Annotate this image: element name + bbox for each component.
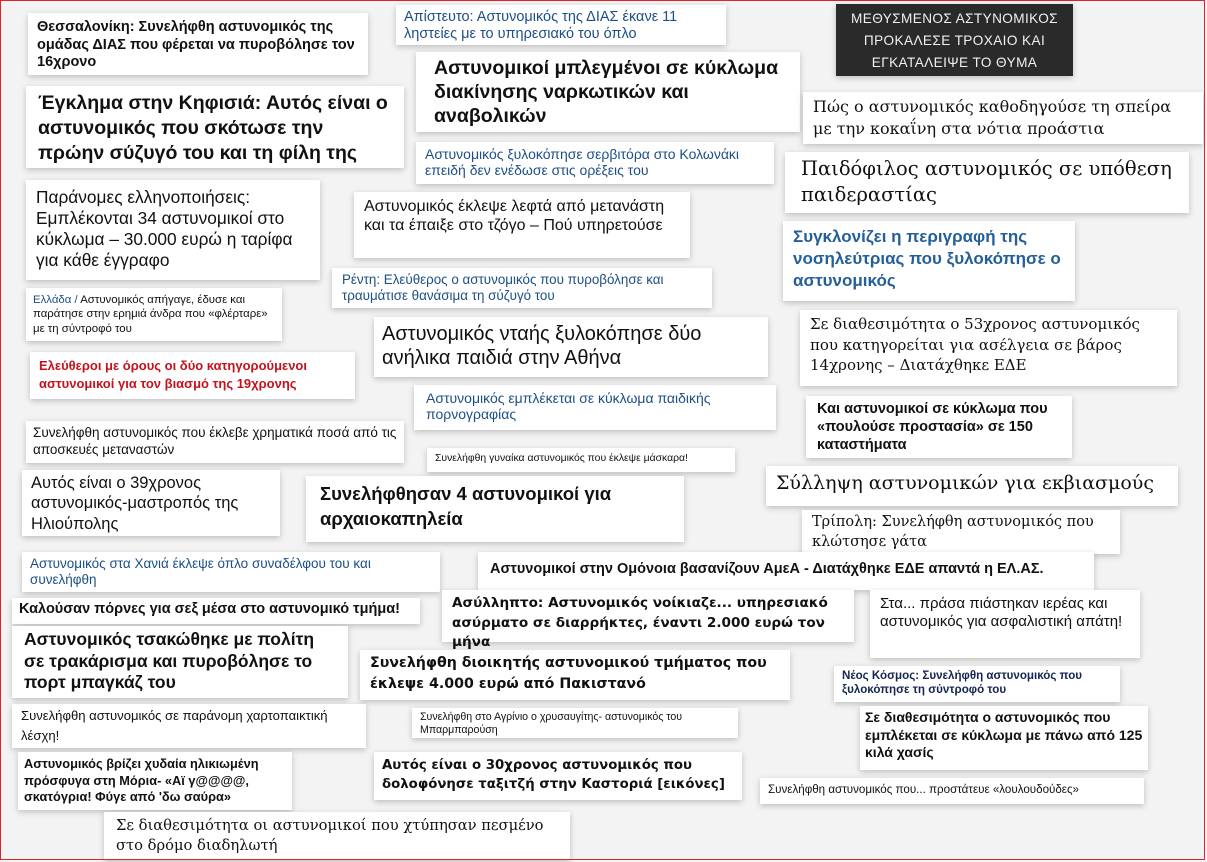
headline-text: Συνελήφθη αστυνομικός που ξυλοκόπησε τη σύντροφό του	[842, 669, 1083, 696]
headline-text: Καλούσαν πόρνες για σεξ μέσα στο αστυνομικό τμήμα!	[19, 601, 400, 617]
headline-text: Αστυνομικός εμπλέκεται σε κύκλωμα παιδικής πορνογραφίας	[426, 390, 711, 423]
headline-card	[12, 626, 348, 698]
headline-text: Παράνομες ελληνοποιήσεις: Εμπλέκονται 34 αστυνομικοί στο κύκλωμα – 30.000 ευρώ η ταρίφα για κάθε έγγραφο	[36, 187, 293, 271]
headline-card	[834, 666, 1120, 702]
headline-card	[18, 752, 292, 810]
headline-card	[30, 352, 355, 399]
headline-card	[12, 704, 366, 748]
location-label: Νέος Κόσμος:	[842, 669, 920, 682]
headline-card	[354, 192, 690, 258]
headline-text: Αστυνομικοί μπλεγμένοι σε κύκλωμα διακίνησης ναρκωτικών και αναβολικών	[434, 57, 779, 128]
headline-card	[396, 5, 726, 45]
category-label: Ελλάδα /	[33, 294, 78, 306]
headline-card	[442, 590, 854, 651]
headline-card	[332, 268, 712, 308]
headline-card	[803, 92, 1203, 144]
headline-text: Συνελήφθη γυναίκα αστυνομικός που έκλεψε μάσκαρα!	[435, 453, 688, 464]
headline-text: Αστυνομικός ξυλοκόπησε σερβιτόρα στο Κολωνάκι επειδή δεν ενέδωσε στις ορέξεις του	[425, 146, 740, 179]
headline-text: Αστυνομικοί στην Ομόνοια βασανίζουν ΑμεΑ - Διατάχθηκε ΕΔΕ απαντά η ΕΛ.ΑΣ.	[490, 561, 1044, 577]
headline-text: Παιδόφιλος αστυνομικός σε υπόθεση παιδεραστίας	[801, 157, 1172, 206]
headline-text: Συνελήφθη στο Αγρίνιο ο χρυσαυγίτης- αστυνομικός του Μπαρμπαρούση	[420, 711, 683, 736]
headline-text: Τρίπολη: Συνελήφθη αστυνομικός που κλώτσησε γάτα	[812, 514, 1094, 550]
headline-card	[416, 142, 774, 184]
headline-card	[22, 470, 280, 536]
headline-card	[306, 476, 684, 542]
headline-card	[478, 552, 1094, 590]
headline-text: Συνελήφθη αστυνομικός που έκλεβε χρηματικά ποσά από τις αποσκευές μεταναστών	[33, 425, 397, 457]
headline-card	[783, 221, 1075, 301]
headline-card	[22, 552, 440, 592]
headline-text: Ρέντη: Ελεύθερος ο αστυνομικός που πυροβόλησε και τραυμάτισε θανάσιμα τη σύζυγό του	[342, 272, 664, 304]
headline-card	[26, 180, 320, 280]
headline-text: Σύλληψη αστυνομικών για εκβιασμούς	[776, 472, 1154, 494]
headline-card	[806, 396, 1072, 458]
headline-text: Συνελήφθη αστυνομικός σε παράνομη χαρτοπαικτική λέσχη!	[21, 708, 328, 744]
headline-card	[412, 708, 738, 738]
headline-text: Συνελήφθη διοικητής αστυνομικού τμήματος που έκλεψε 4.000 ευρώ από Πακιστανό	[370, 655, 767, 692]
headline-card	[760, 778, 1144, 804]
headline-text: Αυτός είναι ο 30χρονος αστυνομικός που δολοφόνησε ταξιτζή στην Καστοριά [εικόνες]	[382, 758, 725, 792]
headline-text: Απίστευτο: Αστυνομικός της ΔΙΑΣ έκανε 11 ληστείες με το υπηρεσιακό του όπλο	[404, 9, 678, 42]
headline-text: Σε διαθεσιμότητα ο αστυνομικός που εμπλέκεται σε κύκλωμα με πάνω από 125 κιλά χασίς	[865, 709, 1143, 760]
headline-text: Αυτός είναι ο 39χρονος αστυνομικός-μαστροπός της Ηλιούπολης	[31, 474, 239, 533]
headline-text: Σε διαθεσιμότητα ο 53χρονος αστυνομικός που κατηγορείται για ασέλγεια σε βάρος 14χρονης – Διατάχθηκε ΕΔΕ	[810, 315, 1140, 375]
headline-text: Αστυνομικός βρίζει χυδαία ηλικιωμένη πρόσφυγα στη Μόρια- «Αϊ γ@@@@, σκατόγρια! Φύγε από 'δω σαύρα»	[24, 756, 259, 805]
headline-card	[104, 812, 570, 860]
headline-text: Αστυνομικός νταής ξυλοκόπησε δύο ανήλικα παιδιά στην Αθήνα	[382, 323, 702, 370]
headline-card	[870, 590, 1140, 658]
headline-text: Και αστυνομικοί σε κύκλωμα που «πουλούσε προστασία» σε 150 καταστήματα	[817, 401, 1048, 453]
headline-text: Συνελήφθησαν 4 αστυνομικοί για αρχαιοκαπηλεία	[320, 483, 612, 529]
headline-card	[28, 13, 368, 75]
headline-text: Ελεύθεροι με όρους οι δύο κατηγορούμενοι αστυνομικοί για τον βιασμό της 19χρονης	[39, 358, 307, 391]
headline-text: Αστυνομικός τσακώθηκε με πολίτη σε τρακάρισμα και πυροβόλησε το πορτ μπαγκάζ του	[24, 629, 315, 693]
headline-card	[836, 4, 1073, 76]
headline-card	[427, 448, 735, 472]
headline-text: Πώς ο αστυνομικός καθοδηγούσε τη σπείρα με την κοκαΐνη στα νότια προάστια	[813, 97, 1172, 138]
headline-card	[766, 466, 1178, 506]
headline-text: Συνελήφθη αστυνομικός που... προστάτευε «λουλουδούδες»	[768, 783, 1080, 796]
headline-text: Αστυνομικός στα Χανιά έκλεψε όπλο συναδέλφου του και συνελήφθη	[30, 556, 371, 588]
headline-text: Αστυνομικός απήγαγε, έδυσε και παράτησε στην ερημιά άνδρα που «φλέρταρε» με τη σύντροφό του	[33, 294, 268, 335]
headline-text: Ασύλληπτο: Αστυνομικός νοίκιαζε... υπηρεσιακό ασύρματο σε διαρρήκτες, έναντι 2.000 ευρώ τον μήνα	[452, 595, 828, 651]
headline-card	[785, 152, 1189, 213]
headline-card	[800, 310, 1177, 386]
headline-card	[802, 510, 1120, 554]
headline-text: ΜΕΘΥΣΜΕΝΟΣ ΑΣΤΥΝΟΜΙΚΟΣ ΠΡΟΚΑΛΕΣΕ ΤΡΟΧΑΙΟ ΚΑΙ ΕΓΚΑΤΑΛΕΙΨΕ ΤΟ ΘΥΜΑ	[851, 11, 1058, 70]
headline-text: Σε διαθεσιμότητα οι αστυνομικοί που χτύπησαν πεσμένο στο δρόμο διαδηλωτή	[116, 817, 544, 855]
headline-card	[360, 650, 790, 700]
headline-card	[26, 288, 282, 341]
headline-text: Συγκλονίζει η περιγραφή της νοσηλεύτριας που ξυλοκόπησε ο αστυνομικός	[793, 227, 1061, 291]
headline-text: Θεσσαλονίκη: Συνελήφθη αστυνομικός της ομάδας ΔΙΑΣ που φέρεται να πυροβόλησε τον 16χρονο	[37, 19, 355, 71]
headline-card	[414, 385, 776, 430]
headline-card	[416, 52, 800, 132]
headline-card	[26, 86, 404, 168]
headline-card	[26, 421, 404, 463]
headline-card	[374, 317, 768, 377]
headline-card	[374, 752, 742, 800]
headline-text: Έγκλημα στην Κηφισιά: Αυτός είναι ο αστυνομικός που σκότωσε την πρώην σύζυγό του και τη φίλη της	[38, 92, 388, 164]
headline-text: Στα... πράσα πιάστηκαν ιερέας και αστυνομικός για ασφαλιστική απάτη!	[880, 595, 1123, 630]
headline-card	[860, 706, 1148, 770]
headline-text: Αστυνομικός έκλεψε λεφτά από μετανάστη και τα έπαιξε στο τζόγο – Πού υπηρετούσε	[364, 198, 665, 235]
headline-card	[12, 598, 420, 624]
